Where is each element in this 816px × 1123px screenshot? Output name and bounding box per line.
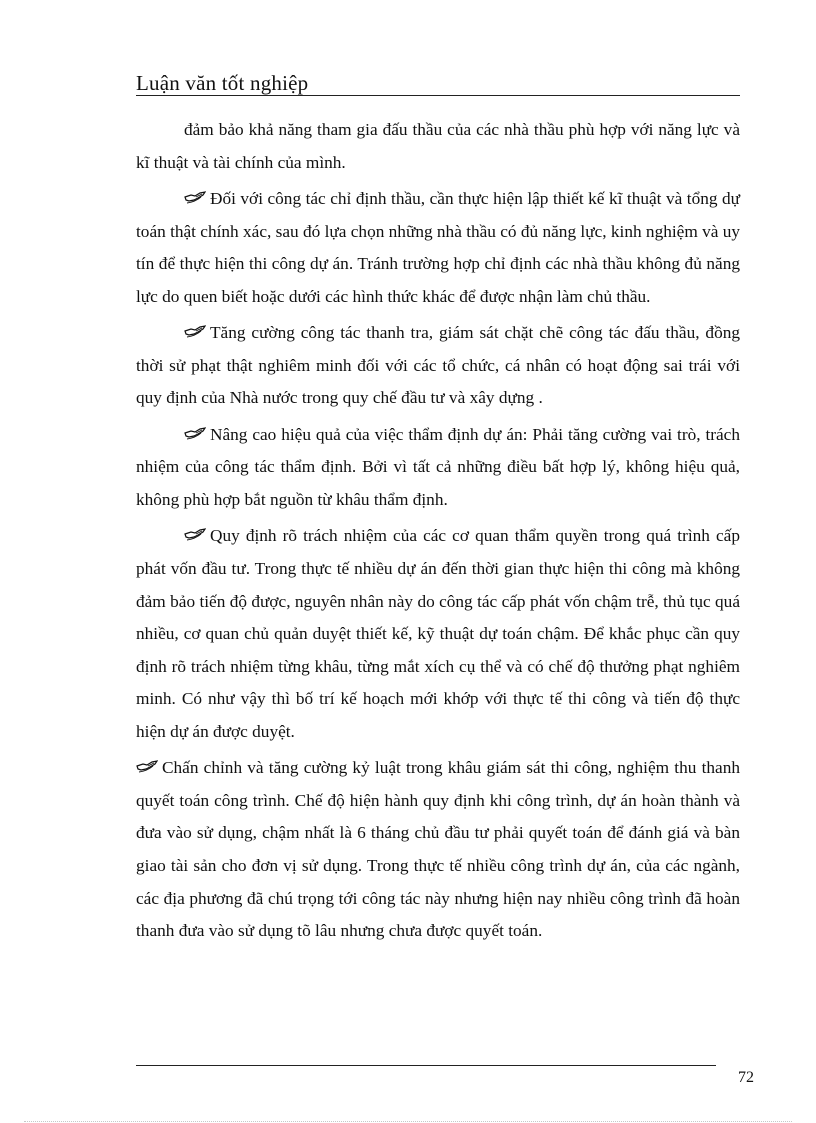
page-bottom-dotted-edge	[24, 1121, 792, 1122]
header-divider	[136, 95, 740, 96]
paragraph-text: đảm bảo khả năng tham gia đấu thầu của các nhà thầu phù hợp với năng lực và kĩ thuật và tài chính của mình.	[136, 120, 740, 172]
document-header-title: Luận văn tốt nghiệp	[136, 71, 309, 95]
paragraph-6	[136, 752, 740, 948]
document-body	[136, 114, 740, 952]
paragraph-2	[136, 183, 740, 313]
paragraph-text: Đối với công tác chỉ định thầu, cần thực hiện lập thiết kế kĩ thuật và tổng dự toán thật chính xác, sau đó lựa chọn những nhà thầu có đủ năng lực, kinh nghiệm và uy tín để thực hiện thi công dự án. Tránh trường hợp chỉ định các nhà thầu không đủ năng lực do quen biết hoặc dưới các hình thức khác để được nhận làm chủ thầu.	[136, 188, 740, 306]
writing-hand-icon	[184, 191, 206, 205]
paragraph-text: Tăng cường công tác thanh tra, giám sát chặt chẽ công tác đấu thầu, đồng thời sử phạt thật nghiêm minh đối với các tổ chức, cá nhân có hoạt động sai trái với quy định của Nhà nước trong quy chế đầu tư và xây dựng .	[136, 323, 740, 408]
paragraph-5	[136, 520, 740, 748]
footer-divider	[136, 1065, 716, 1066]
paragraph-text: Chấn chỉnh và tăng cường kỷ luật trong khâu giám sát thi công, nghiệm thu thanh quyết toán công trình. Chế độ hiện hành quy định khi công trình, dự án hoàn thành và đưa vào sử dụng, chậm nhất là 6 tháng chủ đầu tư phải quyết toán để đánh giá và bàn giao tài sản cho đơn vị sử dụng. Trong thực tế nhiều công trình dự án, của các ngành, các địa phương đã chú trọng tới công tác này nhưng hiện nay nhiều công trình đã hoàn thanh đưa vào sử dụng tõ lâu nhưng chưa được quyết toán.	[136, 758, 740, 941]
paragraph-4	[136, 419, 740, 517]
writing-hand-icon	[184, 528, 206, 542]
paragraph-1	[136, 114, 740, 179]
page-number: 72	[738, 1069, 754, 1086]
writing-hand-icon	[184, 325, 206, 339]
paragraph-3	[136, 317, 740, 415]
paragraph-text: Quy định rõ trách nhiệm của các cơ quan thẩm quyền trong quá trình cấp phát vốn đầu tư. Trong thực tế nhiều dự án đến thời gian thực hiện thi công mà không đảm bảo tiến độ được, nguyên nhân này do công tác cấp phát vốn chậm trễ, thủ tục quá nhiều, cơ quan chủ quản duyệt thiết kế, kỹ thuật dự toán chậm. Để khắc phục cần quy định rõ trách nhiệm từng khâu, từng mắt xích cụ thể và có chế độ thưởng phạt nghiêm minh. Có như vậy thì bố trí kế hoạch mới khớp với thực tế thi công và tiến độ thực hiện dự án được duyệt.	[136, 526, 740, 741]
writing-hand-icon	[136, 760, 158, 774]
paragraph-text: Nâng cao hiệu quả của việc thẩm định dự án: Phải tăng cường vai trò, trách nhiệm của công tác thẩm định. Bởi vì tất cả những điều bất hợp lý, không hiệu quả, không phù hợp bắt nguồn từ khâu thẩm định.	[136, 424, 740, 509]
writing-hand-icon	[184, 427, 206, 441]
